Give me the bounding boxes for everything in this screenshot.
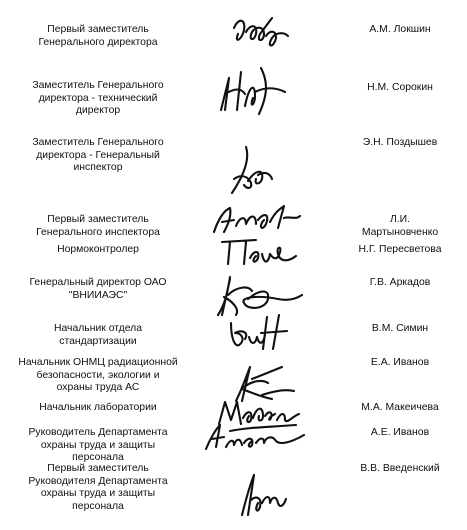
handwritten-signature-icon — [216, 234, 306, 272]
signatory-name: Г.В. Аркадов — [369, 277, 431, 288]
signatory-name: М.А. Макеичева — [361, 402, 439, 413]
signatory-name: Н.М. Сорокин — [367, 82, 433, 93]
position-title: Нормоконтролер — [57, 244, 139, 255]
signatory-name: Н.Г. Пересветова — [358, 244, 442, 255]
signatory-name: Е.А. Иванов — [370, 357, 430, 368]
handwritten-signature-icon — [224, 139, 284, 199]
signatory-name: Л.И. Мартыновченко — [361, 214, 439, 238]
signatory-name: А.Е. Иванов — [370, 427, 430, 438]
position-title: Первый заместитель Генерального директора — [38, 24, 158, 48]
handwritten-signature-icon — [232, 469, 292, 521]
position-title: Руководитель Департамента охраны труда и защиты персонала — [28, 427, 168, 464]
position-title: Начальник лаборатории — [39, 402, 157, 413]
handwritten-signature-icon — [200, 417, 310, 455]
handwritten-signature-icon — [228, 12, 298, 56]
position-title: Первый заместитель Руководителя Департамента охраны труда и защиты персонала — [28, 463, 168, 512]
signatory-name: Э.Н. Поздышев — [362, 137, 438, 148]
position-title: Первый заместитель Генерального инспектора — [36, 214, 160, 238]
position-title: Генеральный директор ОАО "ВНИИАЭС" — [29, 277, 167, 301]
signatory-name: А.М. Локшин — [369, 24, 431, 35]
handwritten-signature-icon — [215, 62, 300, 118]
handwritten-signature-icon — [210, 198, 305, 238]
signatory-name: В.М. Симин — [371, 323, 429, 334]
position-title: Заместитель Генерального директора - Генеральный инспектор — [32, 137, 164, 174]
signatory-name: В.В. Введенский — [360, 463, 440, 474]
handwritten-signature-icon — [225, 309, 295, 355]
position-title: Заместитель Генерального директора - технический директор — [32, 80, 164, 117]
position-title: Начальник ОНМЦ радиационной безопасности, экологии и охраны труда АС — [18, 357, 178, 394]
position-title: Начальник отдела стандартизации — [54, 323, 142, 347]
